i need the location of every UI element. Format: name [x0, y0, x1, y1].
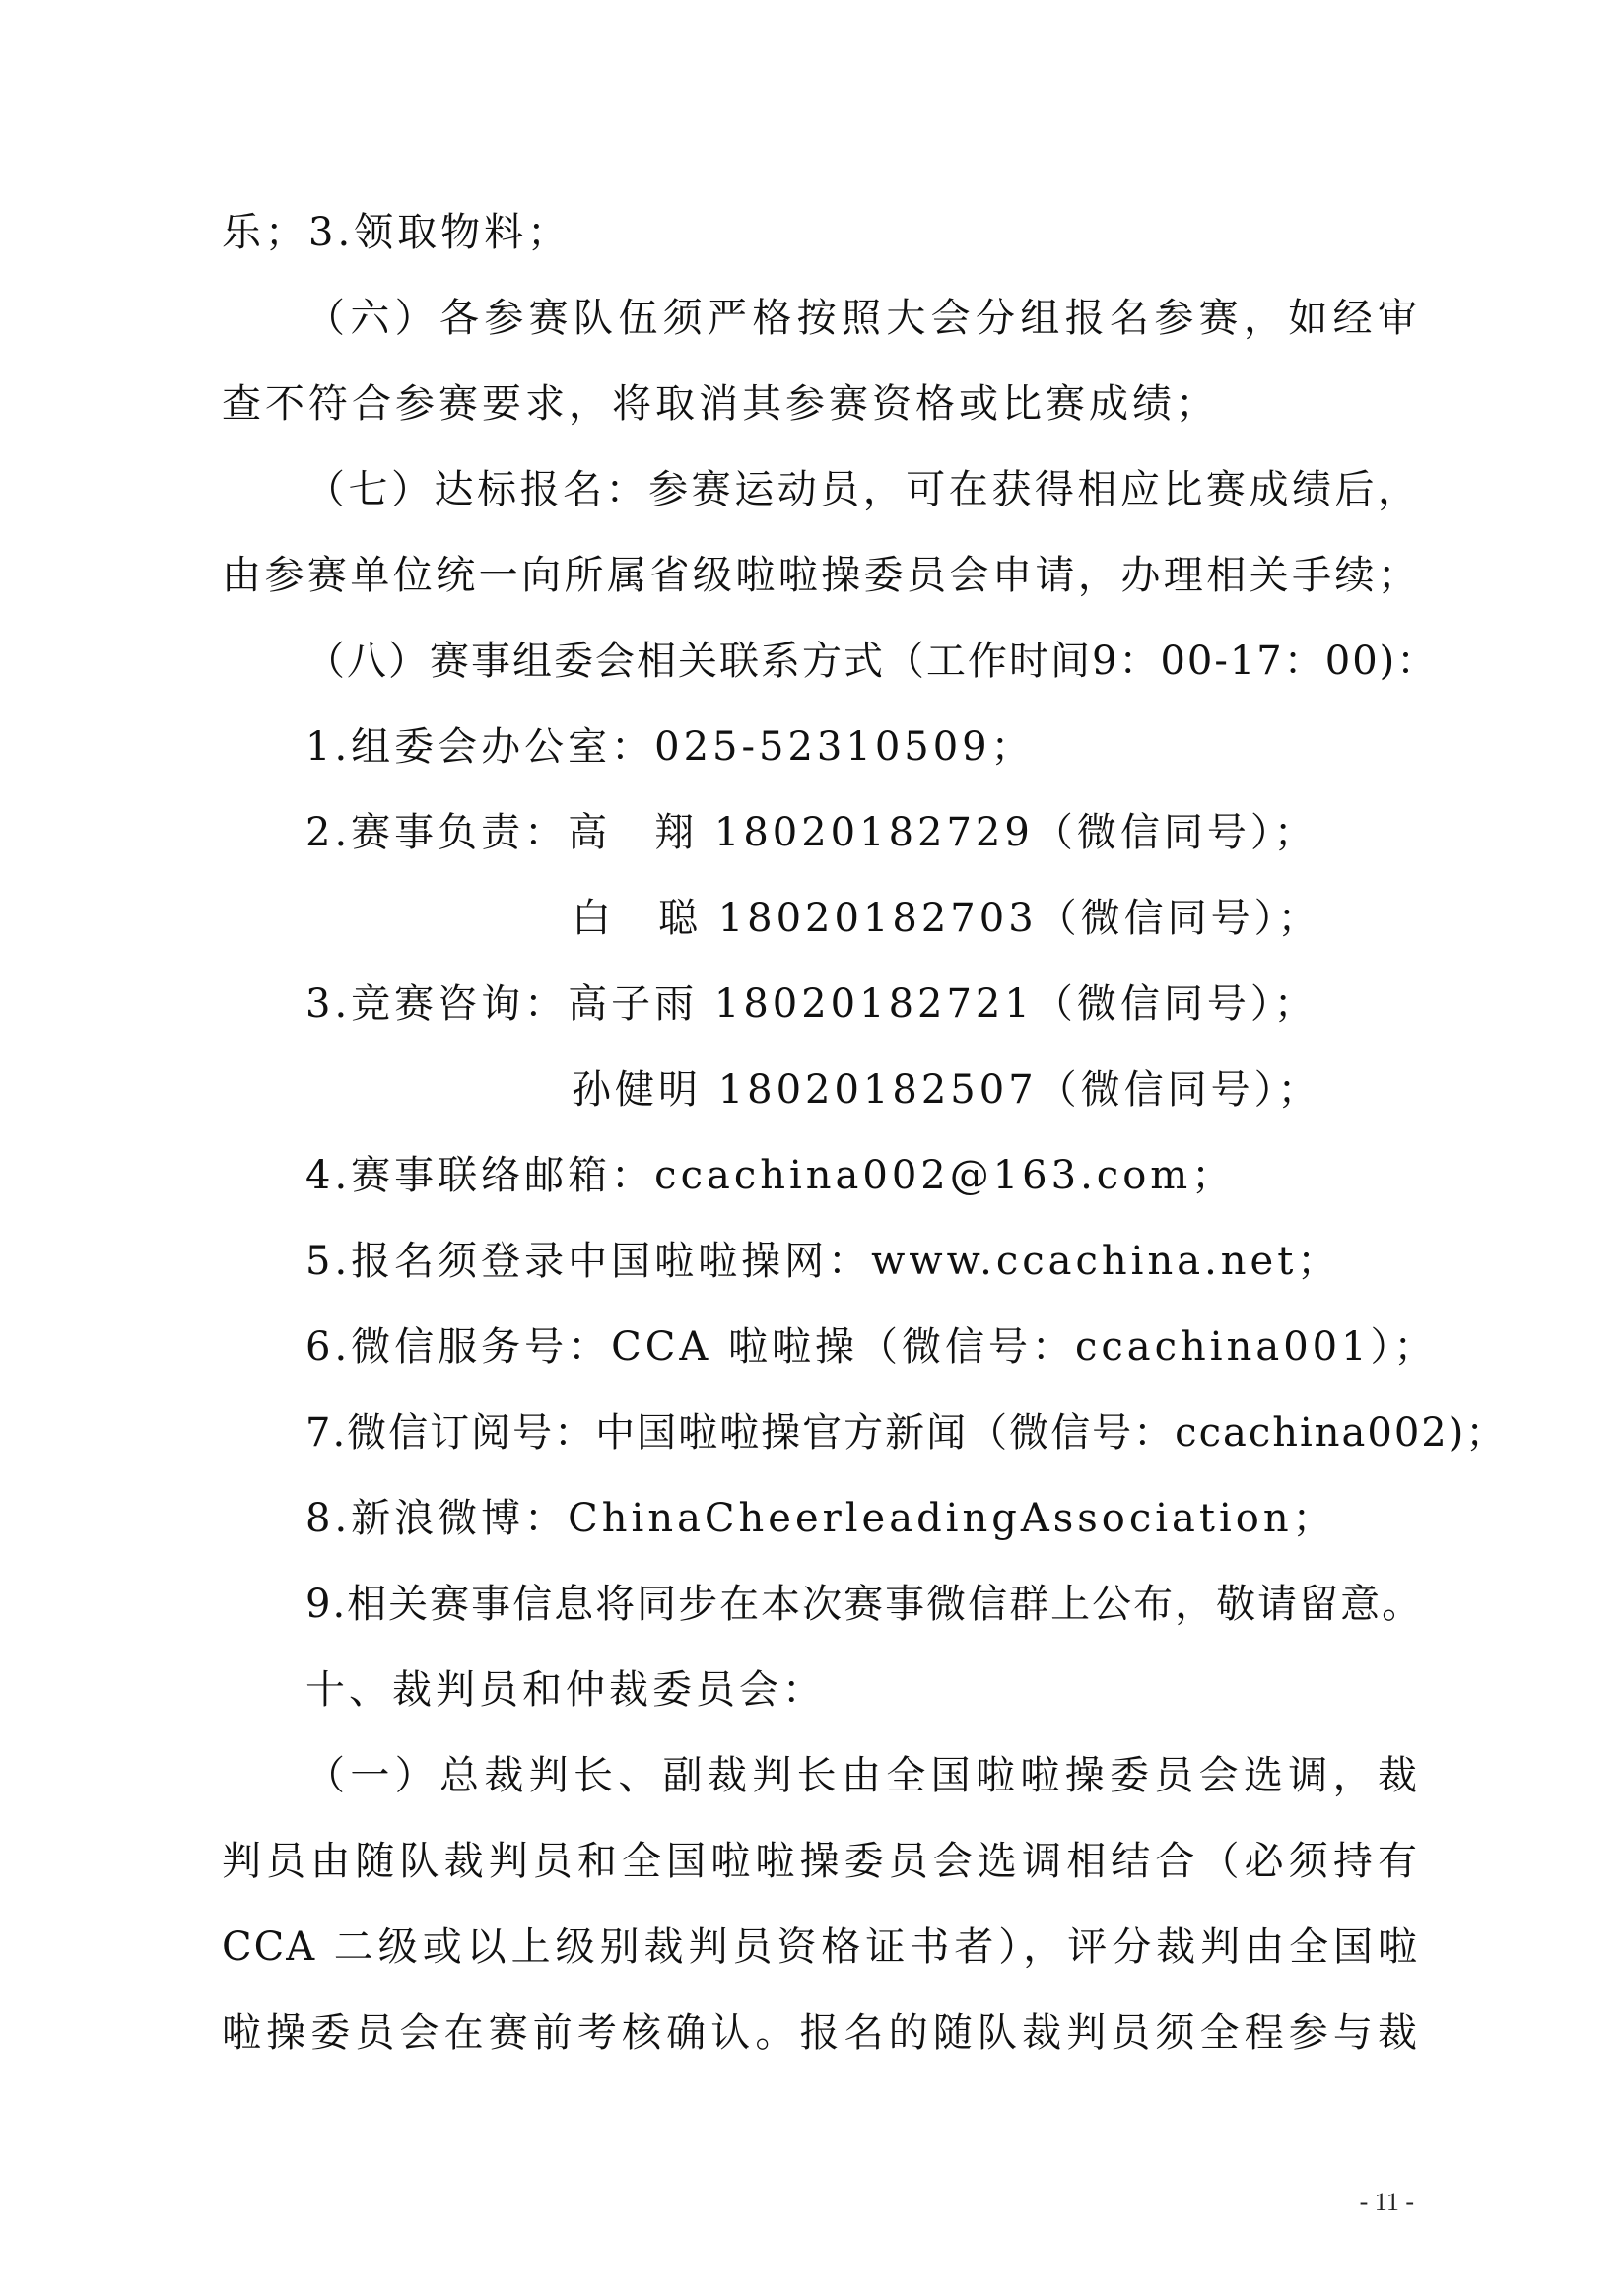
text-line-21: CCA 二级或以上级别裁判员资格证书者），评分裁判由全国啦: [222, 1925, 1419, 1970]
text-line-14: 6.微信服务号：CCA 啦啦操（微信号：ccachina001）；: [305, 1324, 1438, 1370]
text-line-2: （六）各参赛队伍须严格按照大会分组报名参赛，如经审: [305, 296, 1419, 341]
text-line-8: 2.赛事负责：高 翔 18020182729（微信同号）；: [305, 810, 1317, 855]
text-line-17: 9.相关赛事信息将同步在本次赛事微信群上公布，敬请留意。: [305, 1582, 1424, 1627]
text-line-12: 4.赛事联络邮箱：ccachina002@163.com；: [305, 1153, 1236, 1198]
text-line-9: 白 聪 18020182703（微信同号）；: [572, 896, 1321, 941]
section-heading: 十、裁判员和仲裁委员会：: [305, 1667, 826, 1713]
page-number: - 11 -: [1359, 2188, 1414, 2216]
text-line-20: 判员由随队裁判员和全国啦啦操委员会选调相结合（必须持有: [222, 1839, 1419, 1884]
text-line-4: （七）达标报名：参赛运动员，可在获得相应比赛成绩后，: [305, 467, 1419, 512]
text-line-13: 5.报名须登录中国啦啦操网：www.ccachina.net；: [305, 1239, 1341, 1284]
text-line-3: 查不符合参赛要求，将取消其参赛资格或比赛成绩；: [222, 381, 1219, 427]
text-line-5: 由参赛单位统一向所属省级啦啦操委员会申请，办理相关手续；: [222, 553, 1419, 598]
text-line-10: 3.竞赛咨询：高子雨 18020182721（微信同号）；: [305, 981, 1317, 1027]
text-line-6: （八）赛事组委会相关联系方式（工作时间9：00-17：00)：: [305, 639, 1439, 684]
text-line-11: 孙健明 18020182507（微信同号）；: [572, 1067, 1321, 1113]
text-line-7: 1.组委会办公室：025-52310509；: [305, 724, 1035, 770]
text-line-16: 8.新浪微博：ChinaCheerleadingAssociation；: [305, 1496, 1336, 1541]
text-line-22: 啦操委员会在赛前考核确认。报名的随队裁判员须全程参与裁: [222, 2010, 1419, 2056]
text-line-15: 7.微信订阅号：中国啦啦操官方新闻（微信号：ccachina002)；: [305, 1410, 1508, 1455]
text-line-1: 乐；3.领取物料；: [222, 210, 572, 255]
text-line-19: （一）总裁判长、副裁判长由全国啦啦操委员会选调，裁: [305, 1753, 1419, 1798]
